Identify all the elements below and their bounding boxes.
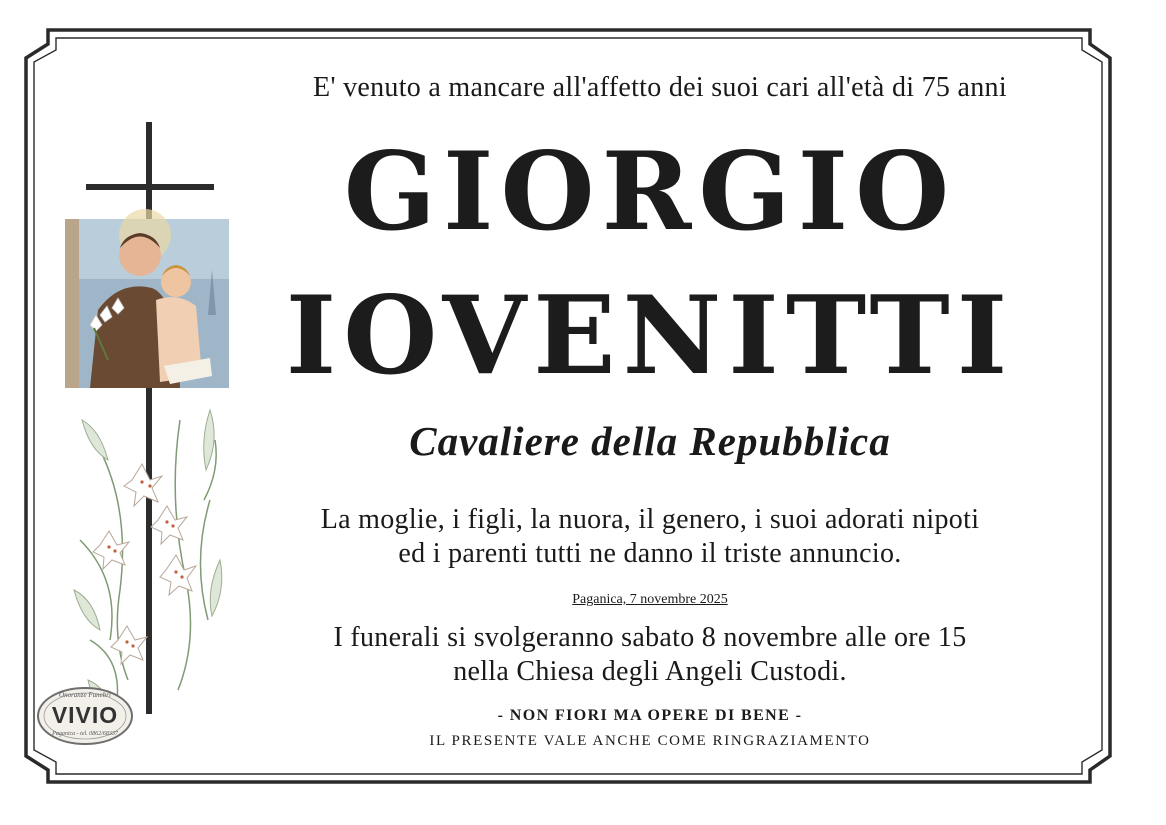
family-line-2: ed i parenti tutti ne danno il triste annuncio. [398, 538, 902, 569]
last-name: IOVENITTI [285, 273, 1015, 399]
thanks-note: IL PRESENTE VALE ANCHE COME RINGRAZIAMENTO [429, 733, 871, 749]
no-flowers-note: - NON FIORI MA OPERE DI BENE - [497, 707, 803, 724]
funeral-line-2: nella Chiesa degli Angeli Custodi. [453, 656, 847, 687]
honor-title: Cavaliere della Repubblica [409, 418, 891, 464]
family-line-1: La moglie, i figli, la nuora, il genero, i suoi adorati nipoti [320, 504, 980, 535]
funeral-home-logo [36, 686, 134, 746]
funeral-line-1: I funerali si svolgeranno sabato 8 novembre alle ore 15 [333, 622, 967, 653]
first-name: GIORGIO [343, 129, 957, 255]
logo-name: VIVIO [51, 702, 119, 728]
intro-line: E' venuto a mancare all'affetto dei suoi cari all'età di 75 anni [313, 72, 1007, 103]
logo-top-text: Onoranze Funebri [59, 691, 111, 699]
logo-bottom-text: Paganica - tel. 0862/68337 [52, 731, 118, 737]
place-date: Paganica, 7 novembre 2025 [572, 592, 728, 607]
